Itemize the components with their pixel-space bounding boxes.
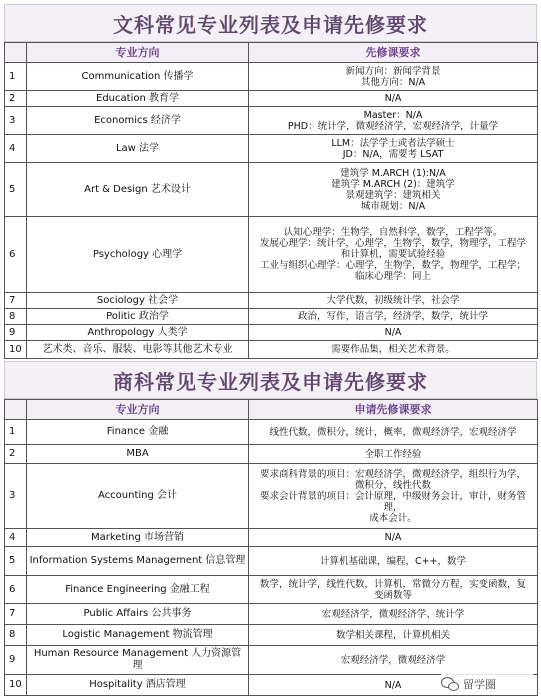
requirement-cell bbox=[249, 464, 538, 529]
requirement-line: 城市规划：N/A bbox=[360, 200, 426, 212]
requirement-line: PHD：统计学，微观经济学，宏观经济学，计量学 bbox=[287, 120, 499, 132]
major-name: Communication 传播学 bbox=[27, 63, 249, 91]
requirement-line: 计算机基础课，编程，C++，数学 bbox=[319, 555, 467, 567]
requirement-line: 新闻方向：新闻学背景 bbox=[345, 65, 441, 77]
table-row bbox=[5, 604, 538, 625]
major-name: Logistic Management 物流管理 bbox=[27, 625, 249, 646]
requirement-line: 变函数等 bbox=[373, 589, 412, 601]
major-name: Politic 政治学 bbox=[27, 309, 249, 325]
major-name: Marketing 市场营销 bbox=[27, 529, 249, 547]
requirement-cell bbox=[249, 217, 538, 293]
row-number: 1 bbox=[5, 420, 27, 445]
major-name: Anthropology 人类学 bbox=[27, 325, 249, 341]
business-table bbox=[4, 399, 538, 696]
requirement-cell bbox=[249, 529, 538, 547]
liberal-arts-table bbox=[4, 42, 538, 359]
requirement-line: 微积分，线性代数 bbox=[354, 479, 431, 491]
requirement-cell bbox=[249, 625, 538, 646]
requirement-line: JD：N/A，需要考 LSAT bbox=[342, 148, 444, 160]
requirement-line: N/A bbox=[384, 327, 402, 338]
header-major: 专业方向 bbox=[27, 400, 249, 420]
header-num bbox=[5, 400, 27, 420]
table-row bbox=[5, 341, 538, 359]
requirement-line: N/A bbox=[384, 93, 402, 104]
table-row bbox=[5, 135, 538, 163]
table-row bbox=[5, 646, 538, 675]
requirement-cell bbox=[249, 547, 538, 576]
row-number: 5 bbox=[5, 163, 27, 217]
requirement-cell bbox=[249, 293, 538, 309]
requirement-line: 大学代数，初级统计学，社会学 bbox=[326, 295, 460, 306]
major-name: Law 法学 bbox=[27, 135, 249, 163]
major-name: Information Systems Management 信息管理 bbox=[27, 547, 249, 576]
business-header-row bbox=[5, 400, 538, 420]
table-row bbox=[5, 576, 538, 604]
requirement-cell bbox=[249, 107, 538, 135]
table-row bbox=[5, 529, 538, 547]
table-row bbox=[5, 464, 538, 529]
row-number: 9 bbox=[5, 646, 27, 675]
requirement-cell bbox=[249, 420, 538, 445]
major-name: Finance Engineering 金融工程 bbox=[27, 576, 249, 604]
requirement-cell bbox=[249, 309, 538, 325]
row-number: 9 bbox=[5, 325, 27, 341]
requirement-cell bbox=[249, 604, 538, 625]
requirement-line: 要求商科背景的项目：宏观经济学，微观经济学，组织行为学， bbox=[259, 468, 526, 480]
table-row bbox=[5, 547, 538, 576]
row-number: 3 bbox=[5, 107, 27, 135]
major-name: MBA bbox=[27, 445, 249, 464]
wechat-icon bbox=[441, 677, 459, 691]
requirement-line: 数学相关课程，计算机相关 bbox=[335, 629, 450, 641]
requirement-line: LLM：法学学士或者法学硕士 bbox=[331, 137, 455, 149]
header-num bbox=[5, 43, 27, 63]
requirement-cell bbox=[249, 91, 538, 107]
major-name: Accounting 会计 bbox=[27, 464, 249, 529]
major-name: Hospitality 酒店管理 bbox=[27, 675, 249, 696]
liberal-arts-title: 文科常见专业列表及申请先修要求 bbox=[4, 4, 537, 42]
requirement-line: 建筑学 M.ARCH (2)：建筑学 bbox=[331, 178, 455, 190]
row-number: 1 bbox=[5, 63, 27, 91]
row-number: 3 bbox=[5, 464, 27, 529]
row-number: 6 bbox=[5, 217, 27, 293]
row-number: 10 bbox=[5, 341, 27, 359]
requirement-line: N/A bbox=[384, 532, 402, 543]
row-number: 8 bbox=[5, 625, 27, 646]
requirement-cell bbox=[249, 576, 538, 604]
requirement-line: 数学，统计学，线性代数，计算机，常微分方程，实变函数，复 bbox=[259, 578, 526, 590]
requirement-cell bbox=[249, 163, 538, 217]
table-row bbox=[5, 625, 538, 646]
requirement-line: 全职工作经验 bbox=[364, 448, 422, 460]
header-requirement: 先修课要求 bbox=[249, 43, 538, 63]
requirement-line: 工业与组织心理学：心理学，生物学，数学，物理学，工程学； bbox=[259, 260, 526, 271]
liberal-header-row bbox=[5, 43, 538, 63]
requirement-cell bbox=[249, 325, 538, 341]
liberal-table-body bbox=[5, 63, 538, 359]
major-name: Public Affairs 公共事务 bbox=[27, 604, 249, 625]
requirement-cell bbox=[249, 63, 538, 91]
requirement-line: 线性代数，微积分，统计，概率，微观经济学，宏观经济学 bbox=[269, 426, 517, 438]
row-number: 5 bbox=[5, 547, 27, 576]
table-row bbox=[5, 107, 538, 135]
watermark-text: 留学圈 bbox=[463, 678, 496, 691]
requirement-line: 临床心理学：同上 bbox=[354, 271, 431, 282]
table-row bbox=[5, 309, 538, 325]
table-row bbox=[5, 217, 538, 293]
requirement-line: 发展心理学：统计学，心理学，生物学，数学，物理学，工程学 bbox=[259, 238, 526, 249]
requirement-line: 景观建筑学：建筑相关 bbox=[345, 189, 441, 201]
header-major: 专业方向 bbox=[27, 43, 249, 63]
row-number: 7 bbox=[5, 604, 27, 625]
major-name: Human Resource Management 人力资源管理 bbox=[27, 646, 249, 675]
requirement-line: 宏观经济学，微观经济学 bbox=[340, 654, 446, 666]
requirement-line: 认知心理学：生物学，自然科学，数学，工程学等。 bbox=[283, 227, 503, 238]
requirement-cell bbox=[249, 646, 538, 675]
row-number: 2 bbox=[5, 445, 27, 464]
business-table-body bbox=[5, 420, 538, 696]
row-number: 4 bbox=[5, 135, 27, 163]
table-row bbox=[5, 420, 538, 445]
row-number: 8 bbox=[5, 309, 27, 325]
liberal-arts-section bbox=[4, 4, 537, 359]
row-number: 6 bbox=[5, 576, 27, 604]
major-name: Education 教育学 bbox=[27, 91, 249, 107]
major-name: Psychology 心理学 bbox=[27, 217, 249, 293]
major-name: Sociology 社会学 bbox=[27, 293, 249, 309]
row-number: 10 bbox=[5, 675, 27, 696]
requirement-line: 其他方向：N/A bbox=[360, 76, 426, 88]
requirement-line: 要求会计背景的项目：会计原理，中级财务会计，审计，财务管理， bbox=[259, 490, 526, 513]
table-row bbox=[5, 293, 538, 309]
business-section bbox=[4, 361, 537, 696]
requirement-line: 和计算机，需要试验经验 bbox=[340, 249, 446, 260]
watermark bbox=[441, 673, 533, 695]
requirement-line: 宏观经济学，微观经济学、统计学 bbox=[321, 608, 465, 620]
requirement-cell bbox=[249, 135, 538, 163]
header-requirement: 申请先修课要求 bbox=[249, 400, 538, 420]
requirement-line: 建筑学 M.ARCH (1):N/A bbox=[340, 167, 446, 179]
row-number: 2 bbox=[5, 91, 27, 107]
table-row bbox=[5, 91, 538, 107]
table-row bbox=[5, 63, 538, 91]
row-number: 4 bbox=[5, 529, 27, 547]
table-row bbox=[5, 163, 538, 217]
major-name: Finance 金融 bbox=[27, 420, 249, 445]
major-name: Economics 经济学 bbox=[27, 107, 249, 135]
business-title: 商科常见专业列表及申请先修要求 bbox=[4, 361, 537, 399]
requirement-line: 需要作品集，相关艺术背景。 bbox=[331, 344, 455, 355]
table-row bbox=[5, 445, 538, 464]
row-number: 7 bbox=[5, 293, 27, 309]
requirement-cell bbox=[249, 341, 538, 359]
table-row bbox=[5, 325, 538, 341]
requirement-line: 成本会计。 bbox=[369, 512, 417, 524]
major-name: 艺术类、音乐、服装、电影等其他艺术专业 bbox=[27, 341, 249, 359]
requirement-line: Master：N/A bbox=[363, 109, 423, 121]
requirement-line: 政治，写作，语言学，经济学，数学，统计学 bbox=[297, 311, 488, 322]
requirement-line: N/A bbox=[384, 679, 402, 691]
major-name: Art & Design 艺术设计 bbox=[27, 163, 249, 217]
requirement-cell bbox=[249, 445, 538, 464]
